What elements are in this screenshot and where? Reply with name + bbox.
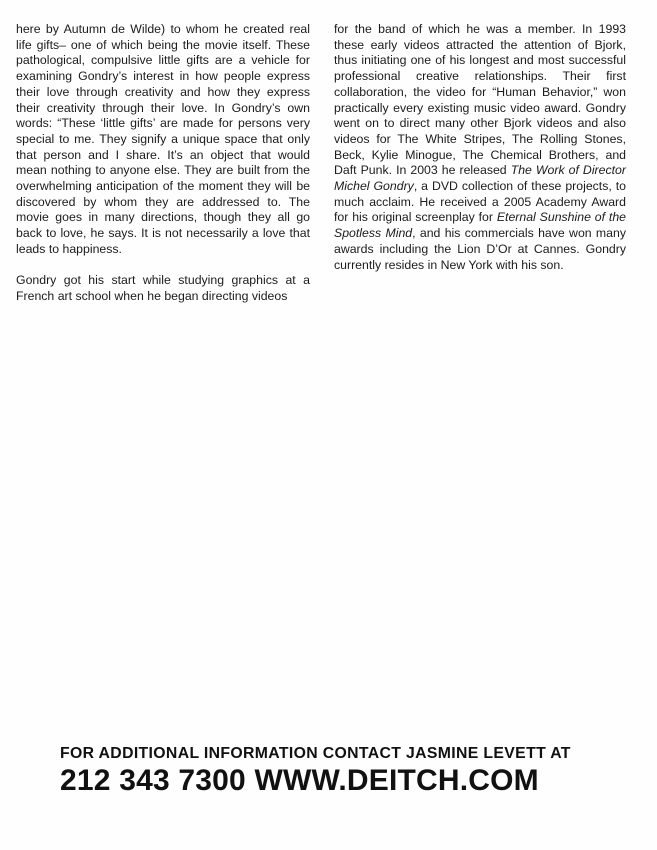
- text-run: , and his commercials have won many awards including the Lion D’Or at Cannes. Gondry currently resides in New York with his son.: [334, 226, 627, 272]
- contact-phone-website: 212 343 7300 WWW.DEITCH.COM: [60, 764, 539, 797]
- text-run: , a DVD collection of these projects, to much acclaim. He received a 2005 Academy Award for his original screenplay for: [334, 179, 626, 225]
- left-column: [16, 22, 310, 305]
- film-title: Eternal Sunshine of the Spotless Mind: [334, 210, 626, 241]
- dvd-title: The Work of Director Michel Gondry: [334, 163, 626, 194]
- paragraph: Gondry got his start while studying graphics at a French art school when he began directing videos: [16, 273, 310, 303]
- paragraph: [334, 22, 626, 273]
- contact-footer: [60, 744, 640, 798]
- paragraph: here by Autumn de Wilde) to whom he created real life gifts– one of which being the movie itself. These pathological, compulsive little gifts are a vehicle for examining Gondry’s interest in how people express their love through creativity and how they express their creativity through their love. In Gondry’s own words: “These ‘little gifts’ are made for persons very special to me. They signify a unique space that only that person and I share. It’s an object that would mean nothing to anyone else. They are built from the overwhelming anticipation of the moment they will be discovered by whom they are addressed to. The movie goes in many directions, though they all go back to love, he says. It is not necessarily a love that leads to happiness.: [16, 22, 310, 256]
- text-run: for the band of which he was a member. In 1993 these early videos attracted the attention of Bjork, thus initiating one of his longest and most successful professional creative relationships. Their first collaboration, the video for “Human Behavior,” won practically every existing music video award. Gondry went on to direct many other Bjork videos and also videos for The White Stripes, The Rolling Stones, Beck, Kylie Minogue, The Chemical Brothers, and Daft Punk. In 2003 he released: [334, 22, 626, 178]
- contact-heading: FOR ADDITIONAL INFORMATION CONTACT JASMINE LEVETT AT: [60, 745, 571, 762]
- right-column: [334, 22, 626, 273]
